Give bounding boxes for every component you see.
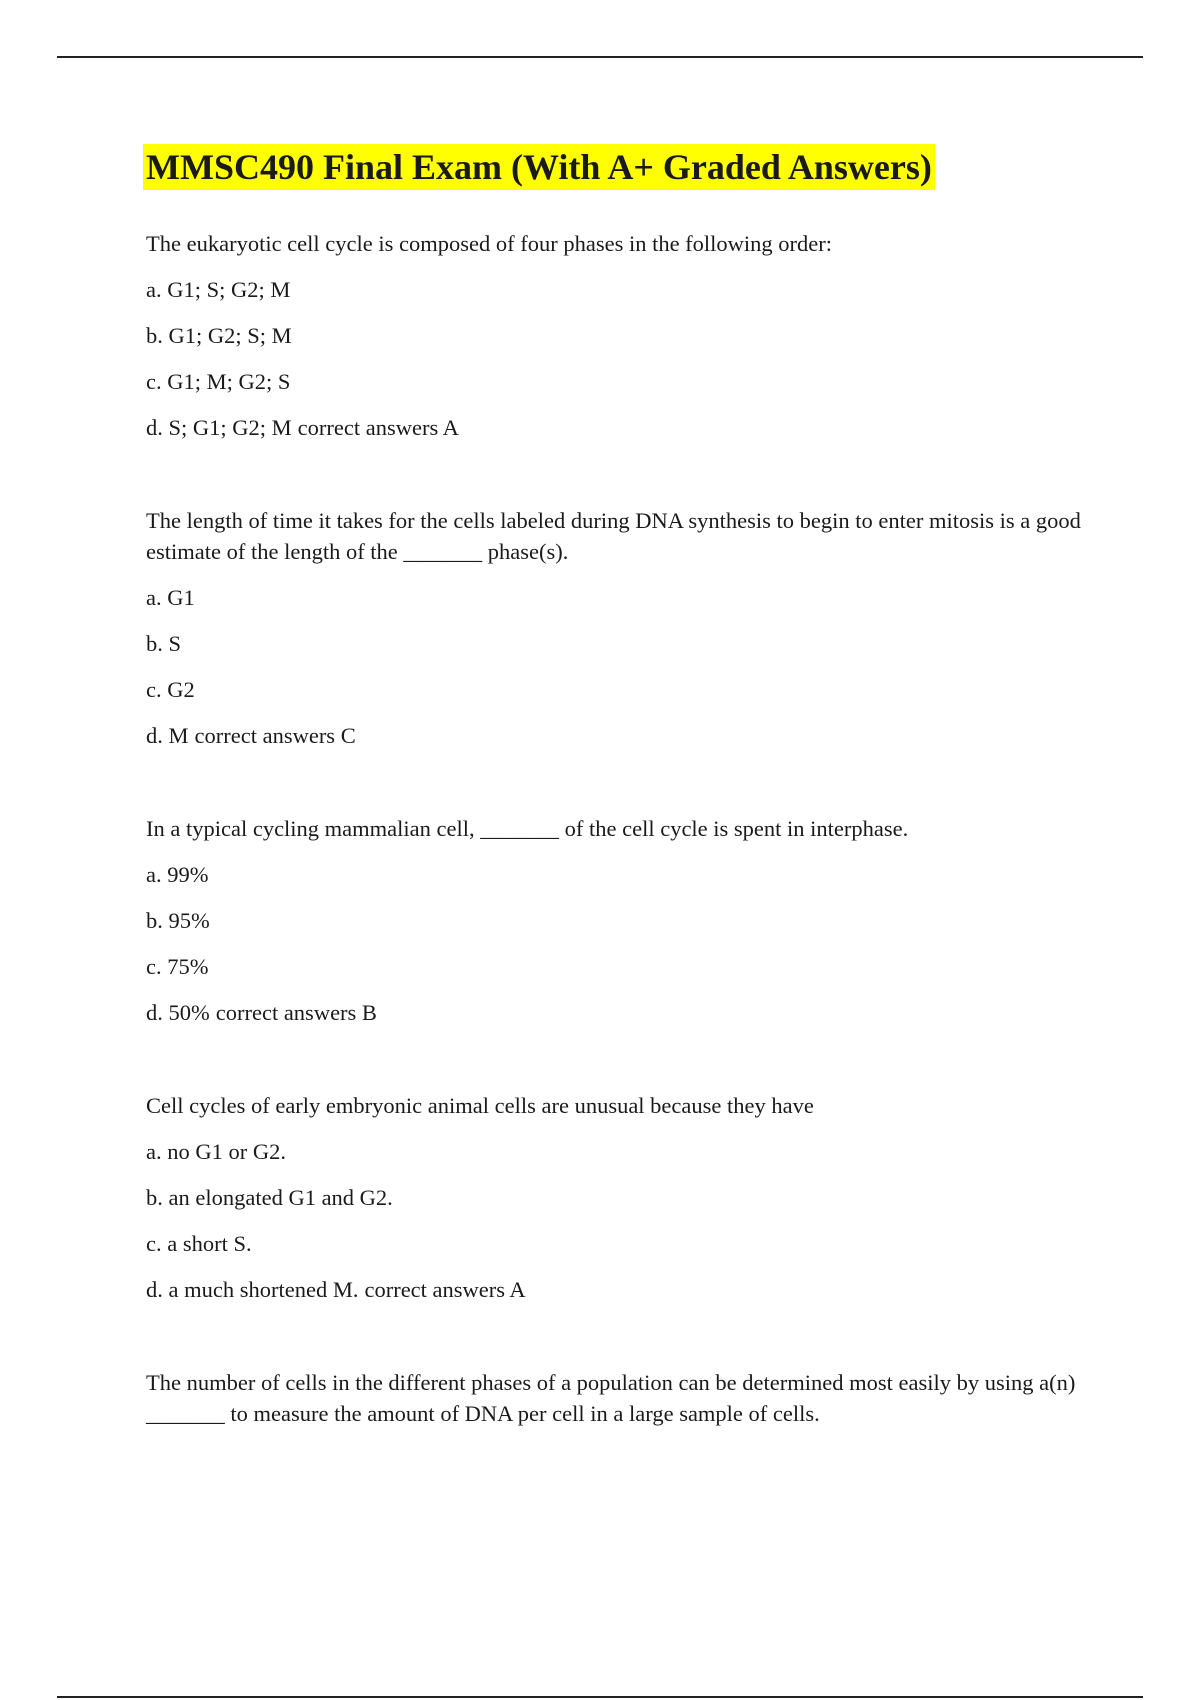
- correct-answer: correct answers A: [297, 415, 459, 440]
- option-b: b. G1; G2; S; M: [146, 323, 292, 348]
- option-d: d. 50%: [146, 1000, 210, 1025]
- bottom-rule: [57, 1696, 1143, 1698]
- option-b: b. an elongated G1 and G2.: [146, 1185, 393, 1210]
- document-body: [146, 144, 1096, 1491]
- option-c: c. G2: [146, 677, 195, 702]
- option-d-with-answer: [146, 412, 1096, 443]
- option-c: c. G1; M; G2; S: [146, 369, 291, 394]
- question-5: [146, 1367, 1096, 1429]
- option-a: a. G1; S; G2; M: [146, 277, 291, 302]
- option-d: d. S; G1; G2; M: [146, 415, 292, 440]
- option-c: c. 75%: [146, 954, 209, 979]
- question-text: Cell cycles of early embryonic animal cells are unusual because they have: [146, 1093, 814, 1118]
- document-title: MMSC490 Final Exam (With A+ Graded Answers): [143, 144, 935, 190]
- question-3: [146, 813, 1096, 1028]
- option-d-with-answer: [146, 1274, 1096, 1305]
- question-text: The number of cells in the different phases of a population can be determined most easily by using a(n) _______ to measure the amount of DNA per cell in a large sample of cells.: [146, 1370, 1076, 1426]
- question-text: In a typical cycling mammalian cell, _______ of the cell cycle is spent in interphase.: [146, 816, 909, 841]
- option-a: a. no G1 or G2.: [146, 1139, 286, 1164]
- option-b: b. 95%: [146, 908, 210, 933]
- correct-answer: correct answers A: [364, 1277, 526, 1302]
- question-4: [146, 1090, 1096, 1305]
- correct-answer: correct answers B: [215, 1000, 377, 1025]
- option-d-with-answer: [146, 720, 1096, 751]
- question-text: The length of time it takes for the cells labeled during DNA synthesis to begin to enter mitosis is a good estimate of the length of the _______ phase(s).: [146, 508, 1081, 564]
- option-b: b. S: [146, 631, 182, 656]
- option-d: d. a much shortened M.: [146, 1277, 359, 1302]
- option-c: c. a short S.: [146, 1231, 252, 1256]
- option-a: a. G1: [146, 585, 195, 610]
- question-1: [146, 228, 1096, 443]
- question-2: [146, 505, 1096, 751]
- option-a: a. 99%: [146, 862, 209, 887]
- option-d-with-answer: [146, 997, 1096, 1028]
- correct-answer: correct answers C: [194, 723, 356, 748]
- option-d: d. M: [146, 723, 189, 748]
- question-text: The eukaryotic cell cycle is composed of four phases in the following order:: [146, 231, 833, 256]
- top-rule: [57, 56, 1143, 58]
